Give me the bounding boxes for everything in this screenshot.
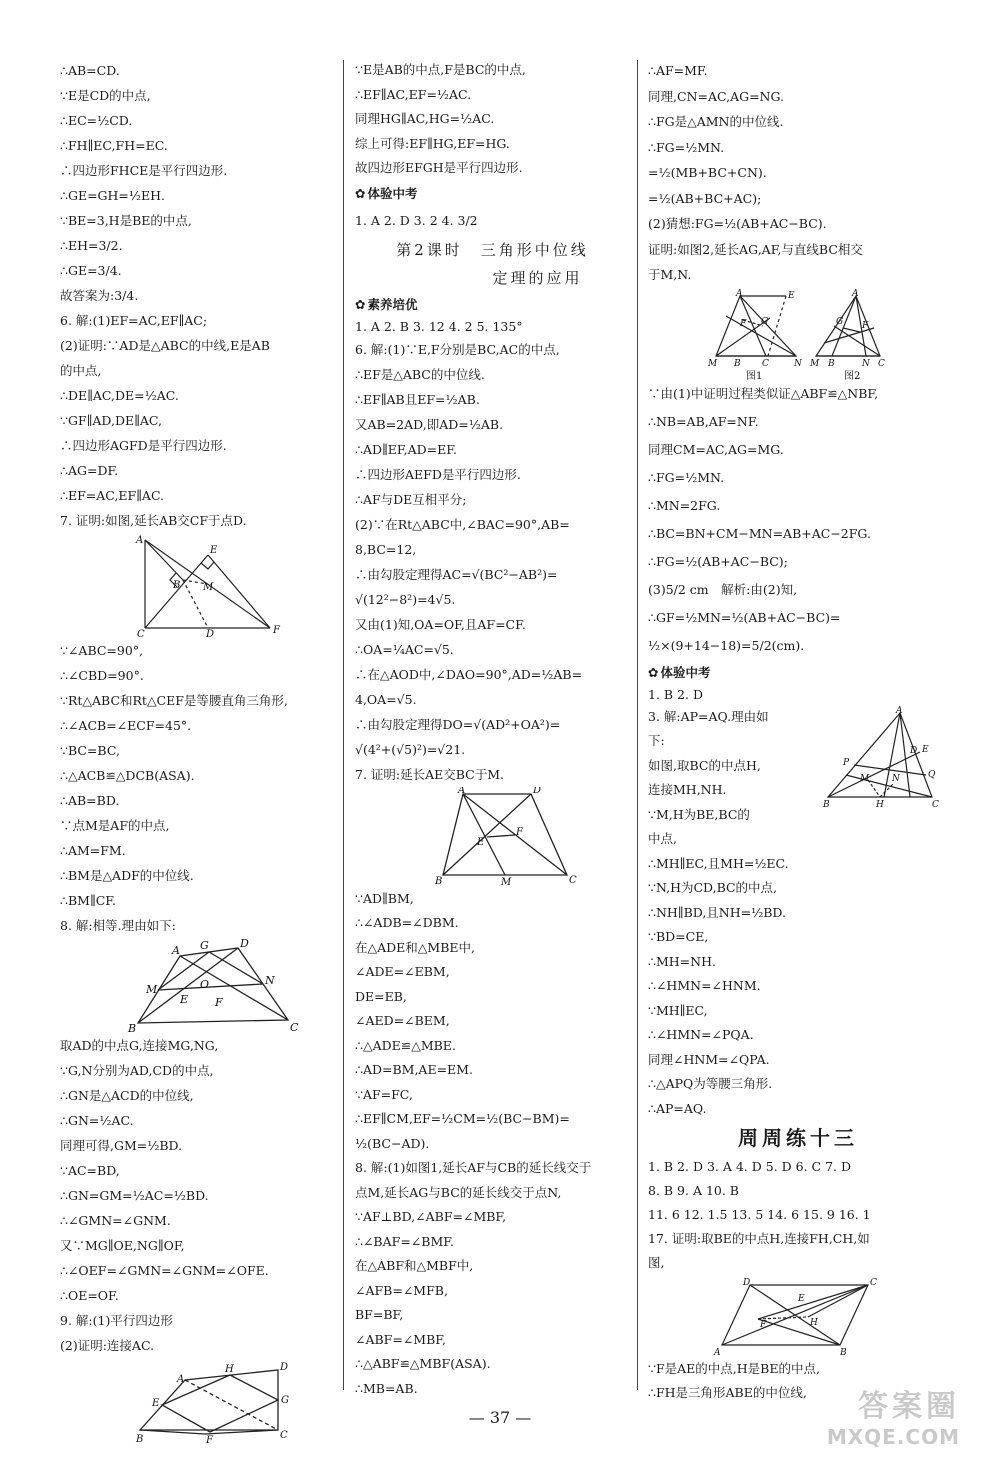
fig7-label-A: A: [136, 535, 144, 546]
text-line: ∠AFB=∠MFB,: [355, 1282, 448, 1298]
text-line: ∵BE=3,H是BE的中点,: [60, 213, 192, 228]
text-line: ∴AP=AQ.: [648, 1100, 707, 1116]
text-line: DE=EB,: [355, 988, 407, 1004]
text-line: 同理CM=AC,AG=MG.: [648, 441, 784, 457]
fig9-label-G: G: [281, 1395, 289, 1406]
text-line: ½(BC−AD).: [355, 1135, 430, 1151]
text-line: ∴△APQ为等腰三角形.: [648, 1076, 773, 1091]
text-line: 在△ADE和△MBE中,: [355, 939, 475, 955]
text-line: ∴AB=CD.: [60, 63, 120, 78]
watermark-line1: 答案圈: [858, 1389, 960, 1424]
text-line: ∴FG是△AMN的中位线.: [648, 114, 784, 129]
solution-text-block: [60, 1033, 335, 1358]
fig8-label-M: M: [146, 983, 158, 996]
text-line: ∴AF=MF.: [648, 63, 708, 78]
text-line: (2)猜想:FG=½(AB+AC−BC).: [648, 216, 827, 231]
figure-q3: [808, 705, 948, 810]
watermark-logo: [827, 1381, 960, 1449]
text-line: ∵AD∥BM,: [355, 890, 414, 906]
fig8-label-E: E: [180, 993, 189, 1006]
fig3-label-C: C: [932, 799, 939, 810]
text-line: (2)证明:∵AD是△ABC的中线,E是AB: [60, 338, 270, 353]
text-line: ∴AF与DE互相平分;: [355, 491, 467, 507]
text-line: ∵GF∥AD,DE∥AC,: [60, 413, 163, 428]
week-practice-answers: [648, 1155, 948, 1227]
fig1-label-N: N: [794, 358, 802, 369]
text-line: ∴∠GMN=∠GNM.: [60, 1213, 171, 1228]
text-line: 取AD的中点G,连接MG,NG,: [60, 1038, 219, 1053]
lesson-title: [355, 236, 630, 292]
text-line: ∴NB=AB,AF=NF.: [648, 413, 759, 429]
column-middle: [355, 58, 630, 1401]
fig1-label-M: M: [708, 358, 718, 369]
text-line: ∴∠ACB=∠ECF=45°.: [60, 718, 192, 733]
text-line: ∴OA=¼AC=√5.: [355, 641, 454, 657]
text-line: 于M,N.: [648, 267, 692, 282]
text-line: (2)证明:连接AC.: [60, 1338, 155, 1353]
text-line: 同理,CN=AC,AG=NG.: [648, 88, 785, 104]
text-line: 11. 6 12. 1.5 13. 5 14. 6 15. 9 16. 1: [648, 1207, 871, 1222]
text-line: ∴EF∥CM,EF=½CM=½(BC−BM)=: [355, 1111, 570, 1126]
fig7m-label-D: D: [533, 786, 542, 796]
text-line: BF=BF,: [355, 1307, 404, 1322]
solution-text-block: [60, 58, 335, 533]
text-line: 下:: [648, 733, 665, 748]
text-line: ½×(9+14−18)=5/2(cm).: [648, 637, 805, 653]
lesson-title-line2: 定理的应用: [492, 268, 583, 287]
fig3-label-E: E: [922, 744, 929, 755]
figure-q9: [60, 1358, 335, 1443]
fig3-label-H: H: [876, 799, 884, 810]
fig7m-label-F: F: [516, 826, 523, 838]
text-line: ∴GN=½AC.: [60, 1113, 134, 1128]
text-line: ∴GE=GH=½EH.: [60, 188, 166, 203]
text-line: ∴MB=AB.: [355, 1380, 418, 1396]
text-line: 1. B 2. D 3. A 4. D 5. D 6. C 7. D: [648, 1159, 852, 1174]
fig8-label-G: G: [200, 939, 209, 952]
fig3-label-B: B: [823, 799, 830, 810]
fig2-label-A: A: [852, 288, 859, 299]
fig2-label-B: B: [828, 358, 835, 369]
text-line: 又由(1)知,OA=OF,且AF=CF.: [355, 616, 526, 632]
fig7m-label-M: M: [501, 876, 512, 887]
text-line: ∴AB=BD.: [60, 793, 120, 808]
fig17-label-C: C: [870, 1278, 877, 1288]
text-line: 7. 证明:延长AE交BC于M.: [355, 766, 505, 782]
lesson-title-line1: 第2课时 三角形中位线: [396, 240, 589, 259]
fig1-label-F: F: [740, 318, 747, 329]
fig9-label-A: A: [177, 1374, 185, 1385]
text-line: ∴∠HMN=∠HNM.: [648, 978, 761, 993]
text-line: ∴EF是△ABC的中位线.: [355, 366, 485, 382]
fig7m-label-C: C: [569, 874, 577, 886]
text-line: ∴∠HMN=∠PQA.: [648, 1027, 754, 1042]
fig9-label-E: E: [152, 1398, 160, 1409]
fig2-caption: 图2: [844, 370, 861, 380]
text-line: ∵M,H为BE,BC的: [648, 806, 750, 822]
text-line: ∴OE=OF.: [60, 1288, 119, 1303]
fig7-label-M: M: [203, 582, 214, 593]
fig3-label-P: P: [843, 757, 850, 768]
figure-q17: [648, 1275, 948, 1357]
text-line: ∴BC=BN+CM−MN=AB+AC−2FG.: [648, 525, 871, 541]
text-line: 综上可得:EF∥HG,EF=HG.: [355, 135, 510, 151]
text-line: ∴GF=½MN=½(AB+AC−BC)=: [648, 609, 841, 625]
fig17-label-F: F: [760, 1320, 767, 1330]
text-line: 在△ABF和△MBF中,: [355, 1258, 474, 1273]
text-line: (2)∵在Rt△ABC中,∠BAC=90°,AB=: [355, 516, 570, 532]
text-line: ∴∠CBD=90°.: [60, 668, 144, 683]
solution-text-block: [355, 58, 630, 181]
text-line: ∴四边形AGFD是平行四边形.: [60, 438, 227, 453]
text-line: ∴GE=3/4.: [60, 263, 122, 278]
solution-text-block: [648, 58, 948, 288]
text-line: ∴MH∥EC,且MH=½EC.: [648, 855, 789, 871]
text-line: 故四边形EFGH是平行四边形.: [355, 160, 523, 175]
fig7m-label-A: A: [458, 786, 466, 796]
watermark-line2: MXQE.COM: [826, 1425, 960, 1449]
text-line: ∠ADE=∠EBM,: [355, 964, 450, 979]
text-line: √(12²−8²)=4√5.: [355, 591, 456, 607]
text-line: ∵MH∥EC,: [648, 1002, 708, 1018]
text-line: 4,OA=√5.: [355, 691, 417, 707]
text-line: 的中点,: [60, 363, 102, 378]
solution-text-block: [648, 380, 948, 660]
text-line: ∴△ABF≌△MBF(ASA).: [355, 1356, 491, 1371]
fig8-label-D: D: [240, 938, 249, 950]
fig8-label-A: A: [172, 944, 180, 957]
fig9-label-C: C: [280, 1430, 288, 1441]
text-line: 6. 解:(1)EF=AC,EF∥AC;: [60, 313, 208, 328]
text-line: =½(MB+BC+CN).: [648, 165, 767, 180]
text-line: ∴DE∥AC,DE=½AC.: [60, 388, 179, 403]
text-line: ∴△ADE≌△MBE.: [355, 1037, 456, 1053]
text-line: ∴BM∥CF.: [60, 893, 116, 908]
fig2-label-M: M: [810, 358, 820, 369]
text-line: ∵N,H为CD,BC的中点,: [648, 880, 778, 895]
text-line: ∴在△AOD中,∠DAO=90°,AD=½AB=: [355, 666, 583, 682]
text-line: ∴四边形FHCE是平行四边形.: [60, 163, 228, 178]
fig7m-label-E: E: [477, 836, 485, 848]
text-line: ∴∠BAF=∠BMF.: [355, 1233, 454, 1249]
fig8-label-C: C: [290, 1021, 299, 1033]
text-line: 如图,取BC的中点H,: [648, 757, 761, 773]
text-line: =½(AB+BC+AC);: [648, 190, 762, 206]
text-line: 8. 解:相等.理由如下:: [60, 918, 176, 933]
text-line: 同理HG∥AC,HG=½AC.: [355, 111, 495, 126]
fig8-label-N: N: [265, 974, 275, 987]
fig17-label-H: H: [810, 1318, 818, 1328]
text-line: ∴FH是三角形ABE的中位线,: [648, 1385, 807, 1400]
text-line: ∴∠OEF=∠GMN=∠GNM=∠OFE.: [60, 1263, 269, 1278]
answers-suyang-peiyou: 1. A 2. B 3. 12 4. 2 5. 135°: [355, 318, 523, 334]
fig7-label-C: C: [137, 629, 145, 638]
text-line: ∵BC=BC,: [60, 743, 120, 758]
figure-q7-middle: [355, 787, 630, 887]
text-line: 又∵MG∥OE,NG∥OF,: [60, 1238, 185, 1253]
answers-tiyan-zhongkao: 1. B 2. D: [648, 686, 703, 702]
section-heading-tiyan-zhongkao: ✿ 体验中考: [648, 660, 948, 685]
text-line: ∴AD=BM,AE=EM.: [355, 1062, 473, 1077]
text-line: ∴四边形AEFD是平行四边形.: [355, 466, 521, 482]
fig17-label-A: A: [714, 1348, 721, 1357]
solution-text-block: [648, 1227, 948, 1275]
text-line: 8. B 9. A 10. B: [648, 1183, 739, 1198]
text-line: ∴MN=2FG.: [648, 497, 721, 513]
text-line: 证明:如图2,延长AG,AF,与直线BC相交: [648, 241, 863, 257]
text-line: ∠ABF=∠MBF,: [355, 1331, 446, 1347]
fig9-label-H: H: [225, 1364, 234, 1375]
text-line: ∵AC=BD,: [60, 1163, 120, 1178]
text-line: ∴△ACB≌△DCB(ASA).: [60, 768, 195, 783]
text-line: ∵点M是AF的中点,: [60, 818, 170, 833]
figure-q8-fig1-fig2: [648, 288, 948, 380]
answers-tiyan-zhongkao: 1. A 2. D 3. 2 4. 3/2: [355, 212, 478, 228]
text-line: ∵由(1)中证明过程类似证△ABF≌△NBF,: [648, 385, 879, 401]
week-practice-title: 周周练十三: [738, 1126, 858, 1150]
text-line: ∴FG=½MN.: [648, 469, 725, 485]
fig7-label-F: F: [273, 625, 280, 636]
text-line: 中点,: [648, 831, 677, 846]
fig7-label-D: D: [206, 629, 215, 638]
fig17-label-B: B: [840, 1348, 847, 1357]
column-divider: [343, 60, 344, 1390]
figure-q7-left: [60, 533, 335, 638]
text-line: ∴GN=GM=½AC=½BD.: [60, 1188, 209, 1203]
fig9-label-F: F: [206, 1435, 213, 1443]
text-line: ∴BM是△ADF的中位线.: [60, 868, 194, 883]
text-line: ∴NH∥BD,且NH=½BD.: [648, 904, 786, 920]
figure-q8: [60, 938, 335, 1033]
text-line: 图,: [648, 1255, 665, 1270]
text-line: ∴FG=½MN.: [648, 139, 725, 155]
fig8-label-F: F: [215, 996, 223, 1009]
text-line: 又AB=2AD,即AD=½AB.: [355, 416, 504, 432]
fig3-label-A: A: [896, 705, 903, 716]
section-heading-suyang-peiyou: ✿ 素养培优: [355, 292, 630, 317]
fig9-label-D: D: [280, 1362, 289, 1373]
fig1-label-B: B: [734, 358, 741, 369]
text-line: 6. 解:(1)∵E,F分别是BC,AC的中点,: [355, 341, 560, 357]
fig1-label-A: A: [736, 288, 743, 299]
text-line: ∴GN是△ACD的中位线,: [60, 1088, 194, 1103]
text-line: ∴MH=NH.: [648, 953, 716, 969]
text-line: 9. 解:(1)平行四边形: [60, 1313, 173, 1328]
fig2-label-F: F: [862, 320, 869, 331]
text-line: ∴FH∥EC,FH=EC.: [60, 138, 168, 153]
text-line: ∵∠ABC=90°,: [60, 643, 144, 658]
text-line: ∵AF⊥BD,∠ABF=∠MBF,: [355, 1209, 507, 1224]
text-line: ∵E是CD的中点,: [60, 88, 151, 103]
solution-text-block: [355, 337, 630, 787]
text-line: 连接MH,NH.: [648, 782, 727, 797]
text-line: ∵BD=CE,: [648, 929, 709, 944]
fig9-label-B: B: [136, 1434, 144, 1443]
fig2-label-G: G: [836, 316, 844, 327]
fig3-label-N: N: [892, 773, 900, 784]
fig2-label-C: C: [878, 358, 885, 369]
text-line: ∵F是AE的中点,H是BE的中点,: [648, 1361, 820, 1376]
text-line: ∴FG=½(AB+AC−BC);: [648, 553, 788, 569]
text-line: ∴AM=FM.: [60, 843, 126, 858]
text-line: 故答案为:3/4.: [60, 288, 139, 303]
text-line: ∴由勾股定理得AC=√(BC²−AB²)=: [355, 566, 558, 582]
text-line: ∴EH=3/2.: [60, 238, 123, 253]
text-line: ∴AG=DF.: [60, 463, 119, 478]
text-line: 17. 证明:取BE的中点H,连接FH,CH,如: [648, 1231, 870, 1246]
fig1-caption: 图1: [746, 370, 763, 380]
fig3-label-M: M: [860, 773, 870, 784]
column-right: [648, 58, 948, 1405]
column-divider: [637, 60, 638, 1390]
text-line: ∴EF∥AC,EF=½AC.: [355, 86, 472, 102]
text-line: √(4²+(√5)²)=√21.: [355, 741, 466, 757]
text-line: 点M,延长AG与BC的延长线交于点N,: [355, 1184, 562, 1200]
question3-block: [648, 705, 948, 1122]
fig3-label-D: D: [910, 745, 918, 756]
fig2-label-N: N: [862, 358, 870, 369]
text-line: 3. 解:AP=AQ.理由如: [648, 708, 769, 724]
fig1-label-G: G: [761, 316, 769, 327]
fig1-label-C: C: [762, 358, 769, 369]
text-line: ∴由勾股定理得DO=√(AD²+OA²)=: [355, 716, 561, 732]
fig1-label-E: E: [788, 290, 795, 301]
text-line: ∴EC=½CD.: [60, 113, 133, 128]
column-left: [60, 58, 335, 1443]
text-line: ∴EF∥AB且EF=½AB.: [355, 391, 480, 407]
text-line: (3)5/2 cm 解析:由(2)知,: [648, 581, 798, 597]
fig17-label-D: D: [743, 1278, 751, 1288]
text-line: 同理可得,GM=½BD.: [60, 1138, 183, 1153]
text-line: ∵AF=FC,: [355, 1086, 413, 1102]
text-line: ∵Rt△ABC和Rt△CEF是等腰直角三角形,: [60, 693, 288, 708]
fig7-label-B: B: [173, 580, 181, 591]
text-line: ∵E是AB的中点,F是BC的中点,: [355, 62, 526, 77]
fig7m-label-B: B: [435, 875, 443, 887]
text-line: ∴EF=AC,EF∥AC.: [60, 488, 165, 503]
fig8-label-O: O: [200, 978, 210, 991]
fig7-label-E: E: [210, 545, 218, 556]
text-line: 同理∠HNM=∠QPA.: [648, 1051, 770, 1067]
text-line: ∵G,N分别为AD,CD的中点,: [60, 1063, 214, 1078]
section-heading-tiyan-zhongkao: ✿ 体验中考: [355, 181, 630, 206]
text-line: 8. 解:(1)如图1,延长AF与CB的延长线交于: [355, 1160, 592, 1175]
fig8-label-B: B: [128, 1022, 137, 1033]
text-line: 7. 证明:如图,延长AB交CF于点D.: [60, 513, 247, 528]
fig3-label-Q: Q: [928, 769, 936, 780]
solution-text-block: [355, 887, 630, 1402]
text-line: 8,BC=12,: [355, 541, 417, 557]
text-line: ∴∠ADB=∠DBM.: [355, 915, 459, 930]
page-number: — 37 —: [468, 1408, 532, 1427]
fig17-label-E: E: [798, 1294, 805, 1304]
text-line: ∠AED=∠BEM,: [355, 1013, 450, 1028]
solution-text-block: [60, 638, 335, 938]
text-line: ∴AD∥EF,AD=EF.: [355, 441, 457, 457]
